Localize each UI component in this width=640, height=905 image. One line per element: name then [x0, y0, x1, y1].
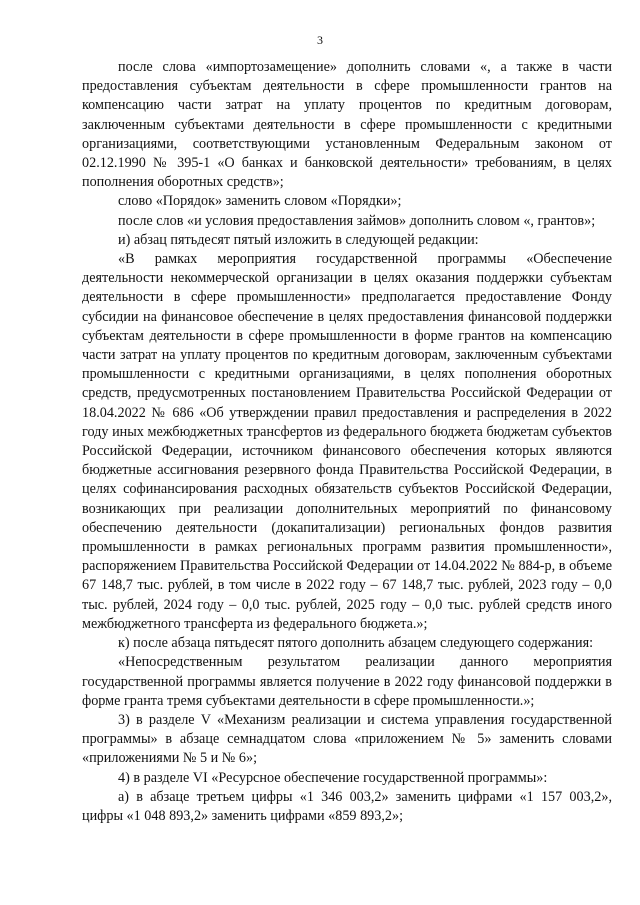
paragraph: и) абзац пятьдесят пятый изложить в следующей редакции: — [118, 231, 479, 248]
paragraph: после слова «импортозамещение» дополнить словами «, а также в части предоставления субъектам деятельности в сфере промышленности грантов на компенсацию части затрат на уплату процентов по кредитным договорам, заключенным субъектами деятельности в сфере промышленности с кредитными организациями, соответствующими установленным Федеральным законом от 02.12.1990 № 395-1 «О банках и банковской деятельности» требованиям, в целях пополнения оборотных средств»; — [82, 59, 612, 191]
paragraph: «Непосредственным результатом реализации данного мероприятия государственной программы является получение в 2022 году финансовой поддержки в форме гранта тремя субъектами деятельности в сфере промышленности.»; — [82, 654, 612, 709]
paragraph: к) после абзаца пятьдесят пятого дополнить абзацем следующего содержания: — [118, 635, 594, 652]
paragraph: слово «Порядок» заменить словом «Порядки»; — [118, 193, 402, 210]
paragraph: 4) в разделе VI «Ресурсное обеспечение государственной программы»: — [118, 769, 548, 786]
paragraph: после слов «и условия предоставления займов» дополнить словом «, грантов»; — [118, 212, 596, 229]
page-number: 3 — [317, 33, 323, 47]
paragraph: а) в абзаце третьем цифры «1 346 003,2» заменить цифрами «1 157 003,2», цифры «1 048 893,2» заменить цифрами «859 893,2»; — [82, 788, 612, 824]
paragraph: 3) в разделе V «Механизм реализации и система управления государственной программы» в абзаце семнадцатом слова «приложением № 5» заменить словами «приложениями № 5 и № 6»; — [82, 711, 612, 767]
document-body — [82, 58, 612, 826]
paragraph: «В рамках мероприятия государственной программы «Обеспечение деятельности некоммерческой организации в целях оказания поддержки субъектам деятельности в сфере промышленности» предполагается предоставление Фонду субсидии на финансовое обеспечение в целях предоставления финансовой поддержки субъектам деятельности в сфере промышленности в форме грантов на компенсацию части затрат на уплату процентов по кредитным договорам, заключенным субъектами промышленности с кредитными организациями, в целях пополнения оборотных средств, предусмотренных постановлением Правительства Российской Федерации от 18.04.2022 № 686 «Об утверждении правил предоставления и распределения в 2022 году иных межбюджетных трансфертов из федерального бюджета бюджетам субъектов Российской Федерации, источником финансового обеспечения которых являются бюджетные ассигнования резервного фонда Правительства Российской Федерации, в целях софинансирования расходных обязательств субъектов Российской Федерации, возникающих при реализации дополнительных мероприятий по финансовому обеспечению деятельности (докапитализации) региональных фондов развития промышленности в рамках региональных программ развития промышленности», распоряжением Правительства Российской Федерации от 14.04.2022 № 884-р, в объеме 67 148,7 тыс. рублей, в том числе в 2022 году – 67 148,7 тыс. рублей, 2023 году – 0,0 тыс. рублей, 2024 году – 0,0 тыс. рублей, 2025 году – 0,0 тыс. рублей средств иного межбюджетного трансферта из федерального бюджета.»; — [82, 251, 612, 632]
